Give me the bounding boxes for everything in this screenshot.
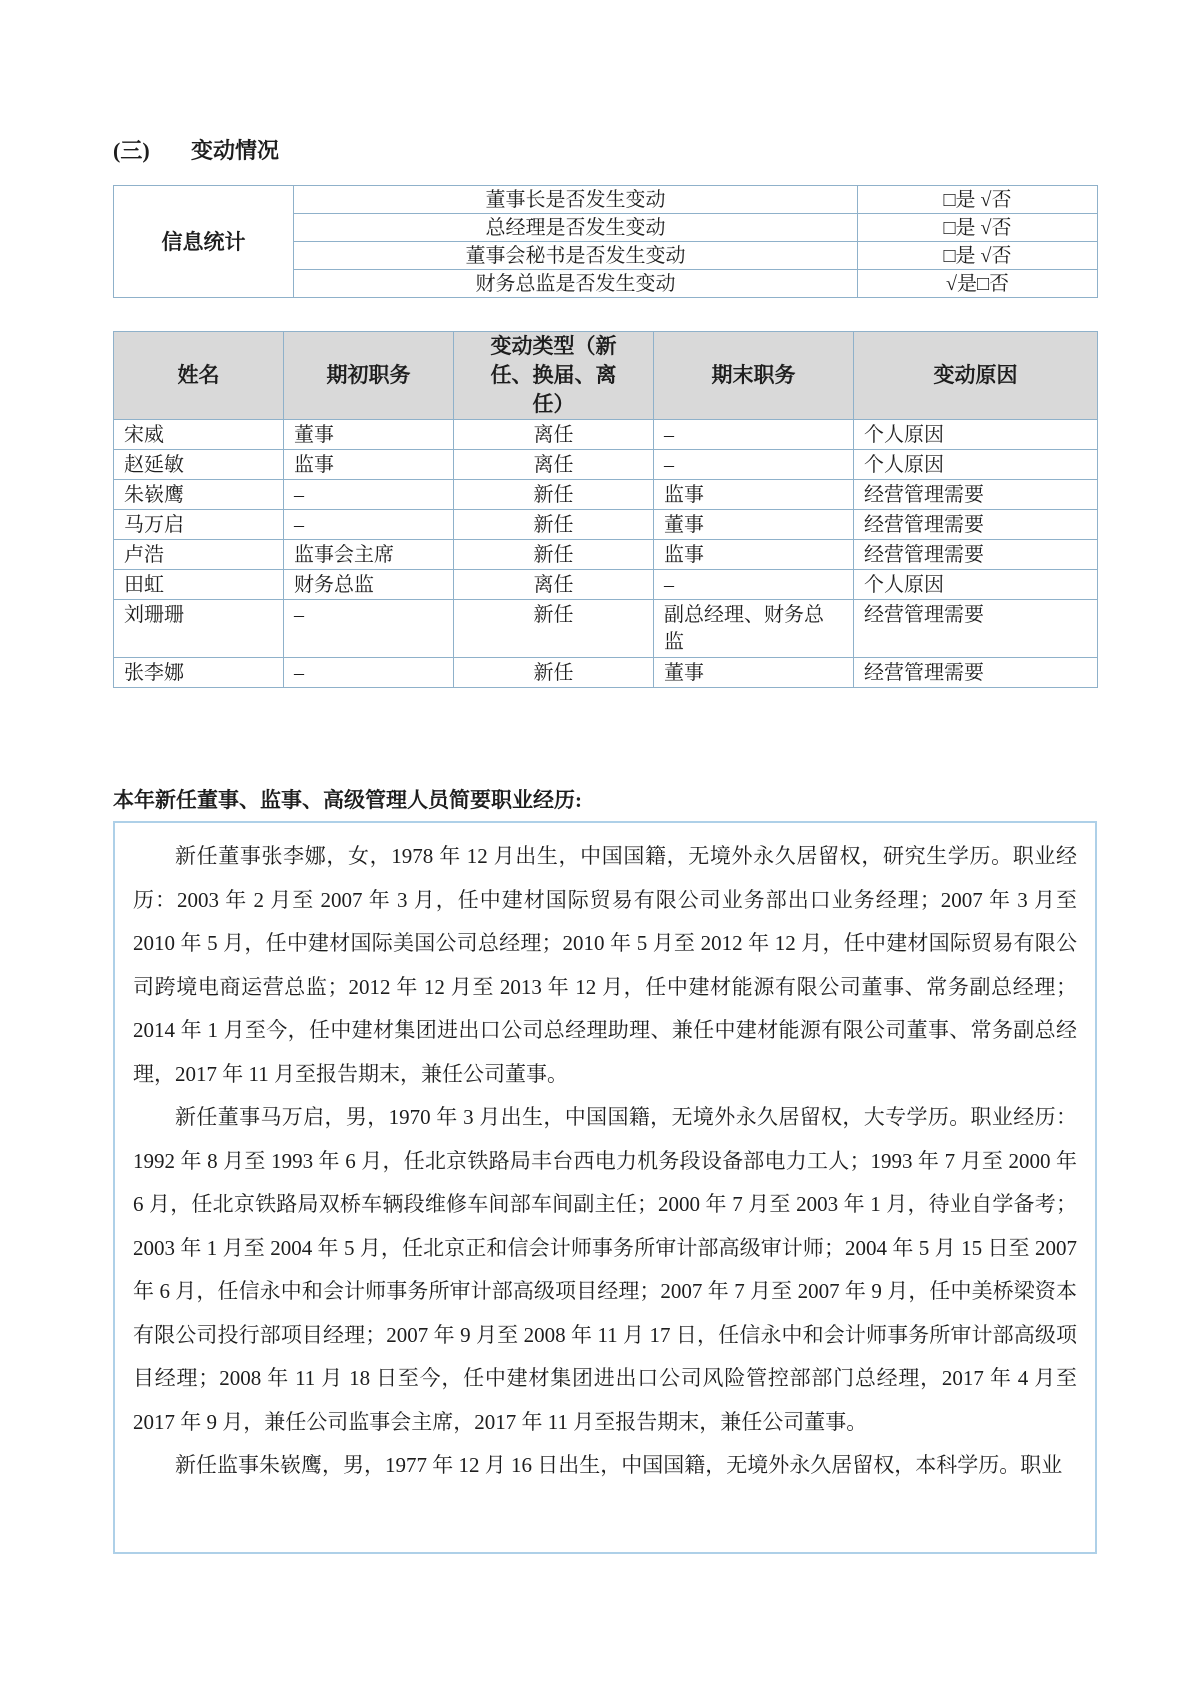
cell-name: 马万启 (114, 510, 284, 540)
question-cell: 董事会秘书是否发生变动 (294, 242, 858, 270)
cell-name: 田虹 (114, 570, 284, 600)
table-row (114, 450, 1098, 480)
section-heading (113, 138, 1097, 164)
cell-change-type: 离任 (454, 420, 654, 450)
cell-final-position: 监事 (654, 540, 854, 570)
cell-reason: 经营管理需要 (854, 658, 1098, 688)
cell-change-type: 新任 (454, 480, 654, 510)
cell-reason: 个人原因 (854, 570, 1098, 600)
table-row (114, 600, 1098, 658)
section-title: 变动情况 (191, 138, 280, 163)
cell-reason: 经营管理需要 (854, 480, 1098, 510)
cell-change-type: 新任 (454, 510, 654, 540)
table-row (114, 510, 1098, 540)
cell-final-position: – (654, 570, 854, 600)
column-header-change-type: 变动类型（新任、换届、离任） (454, 332, 654, 420)
bio-paragraph: 新任董事张李娜，女，1978 年 12 月出生，中国国籍，无境外永久居留权，研究生学历。职业经历：2003 年 2 月至 2007 年 3 月，任中建材国际贸易有限公司业务部出口业务经理；2007 年 3 月至 2010 年 5 月，任中建材国际美国公司总经理；2010 年 5 月至 2012 年 12 月，任中建材国际贸易有限公司跨境电商运营总监；2012 年 12 月至 2013 年 12 月，任中建材能源有限公司董事、常务副总经理；2014 年 1 月至今，任中建材集团进出口公司总经理助理、兼任中建材能源有限公司董事、常务副总经理，2017 年 11 月至报告期末，兼任公司董事。 (133, 844, 1077, 1086)
cell-final-position: 监事 (654, 480, 854, 510)
answer-cell: □是 √否 (858, 214, 1098, 242)
question-cell: 董事长是否发生变动 (294, 186, 858, 214)
bio-paragraph: 新任监事朱嵚鹰，男，1977 年 12 月 16 日出生，中国国籍，无境外永久居留权，本科学历。职业 (175, 1453, 1063, 1477)
info-statistics-table (113, 185, 1098, 298)
personnel-changes-table (113, 331, 1098, 688)
cell-reason: 经营管理需要 (854, 600, 1098, 658)
column-header-reason: 变动原因 (854, 332, 1098, 420)
cell-initial-position: – (284, 658, 454, 688)
cell-final-position: 副总经理、财务总监 (654, 600, 854, 658)
cell-change-type: 离任 (454, 570, 654, 600)
cell-name: 赵延敏 (114, 450, 284, 480)
cell-initial-position: – (284, 510, 454, 540)
question-cell: 财务总监是否发生变动 (294, 270, 858, 298)
column-header-name: 姓名 (114, 332, 284, 420)
cell-final-position: 董事 (654, 658, 854, 688)
cell-name: 张李娜 (114, 658, 284, 688)
bio-text-box (113, 821, 1097, 1554)
bio-section-heading: 本年新任董事、监事、高级管理人员简要职业经历: (113, 788, 582, 812)
table-header-row (114, 332, 1098, 420)
table-row (114, 570, 1098, 600)
table-row (114, 186, 1098, 214)
table-row (114, 540, 1098, 570)
column-header-initial-position: 期初职务 (284, 332, 454, 420)
answer-cell: □是 √否 (858, 242, 1098, 270)
cell-name: 刘珊珊 (114, 600, 284, 658)
cell-name: 卢浩 (114, 540, 284, 570)
cell-reason: 个人原因 (854, 450, 1098, 480)
cell-reason: 经营管理需要 (854, 510, 1098, 540)
answer-cell: √是□否 (858, 270, 1098, 298)
cell-name: 宋威 (114, 420, 284, 450)
document-content (113, 0, 1097, 1554)
cell-initial-position: 董事 (284, 420, 454, 450)
cell-reason: 个人原因 (854, 420, 1098, 450)
section-number: (三) (113, 138, 150, 163)
cell-initial-position: – (284, 600, 454, 658)
column-header-final-position: 期末职务 (654, 332, 854, 420)
cell-change-type: 新任 (454, 540, 654, 570)
table-row (114, 420, 1098, 450)
cell-initial-position: 财务总监 (284, 570, 454, 600)
cell-change-type: 新任 (454, 600, 654, 658)
info-row-header: 信息统计 (114, 186, 294, 298)
cell-final-position: 董事 (654, 510, 854, 540)
cell-reason: 经营管理需要 (854, 540, 1098, 570)
question-cell: 总经理是否发生变动 (294, 214, 858, 242)
cell-final-position: – (654, 420, 854, 450)
cell-initial-position: 监事 (284, 450, 454, 480)
cell-change-type: 离任 (454, 450, 654, 480)
table-row (114, 480, 1098, 510)
table-row (114, 658, 1098, 688)
cell-change-type: 新任 (454, 658, 654, 688)
cell-final-position: – (654, 450, 854, 480)
cell-name: 朱嵚鹰 (114, 480, 284, 510)
cell-initial-position: 监事会主席 (284, 540, 454, 570)
bio-paragraph: 新任董事马万启，男，1970 年 3 月出生，中国国籍，无境外永久居留权，大专学历。职业经历：1992 年 8 月至 1993 年 6 月，任北京铁路局丰台西电力机务段设备部电力工人；1993 年 7 月至 2000 年 6 月，任北京铁路局双桥车辆段维修车间部车间副主任；2000 年 7 月至 2003 年 1 月，待业自学备考；2003 年 1 月至 2004 年 5 月，任北京正和信会计师事务所审计部高级审计师；2004 年 5 月 15 日至 2007 年 6 月，任信永中和会计师事务所审计部高级项目经理；2007 年 7 月至 2007 年 9 月，任中美桥梁资本有限公司投行部项目经理；2007 年 9 月至 2008 年 11 月 17 日，任信永中和会计师事务所审计部高级项目经理；2008 年 11 月 18 日至今，任中建材集团进出口公司风险管控部部门总经理，2017 年 4 月至 2017 年 9 月，兼任公司监事会主席，2017 年 11 月至报告期末，兼任公司董事。 (133, 1105, 1077, 1434)
cell-initial-position: – (284, 480, 454, 510)
answer-cell: □是 √否 (858, 186, 1098, 214)
